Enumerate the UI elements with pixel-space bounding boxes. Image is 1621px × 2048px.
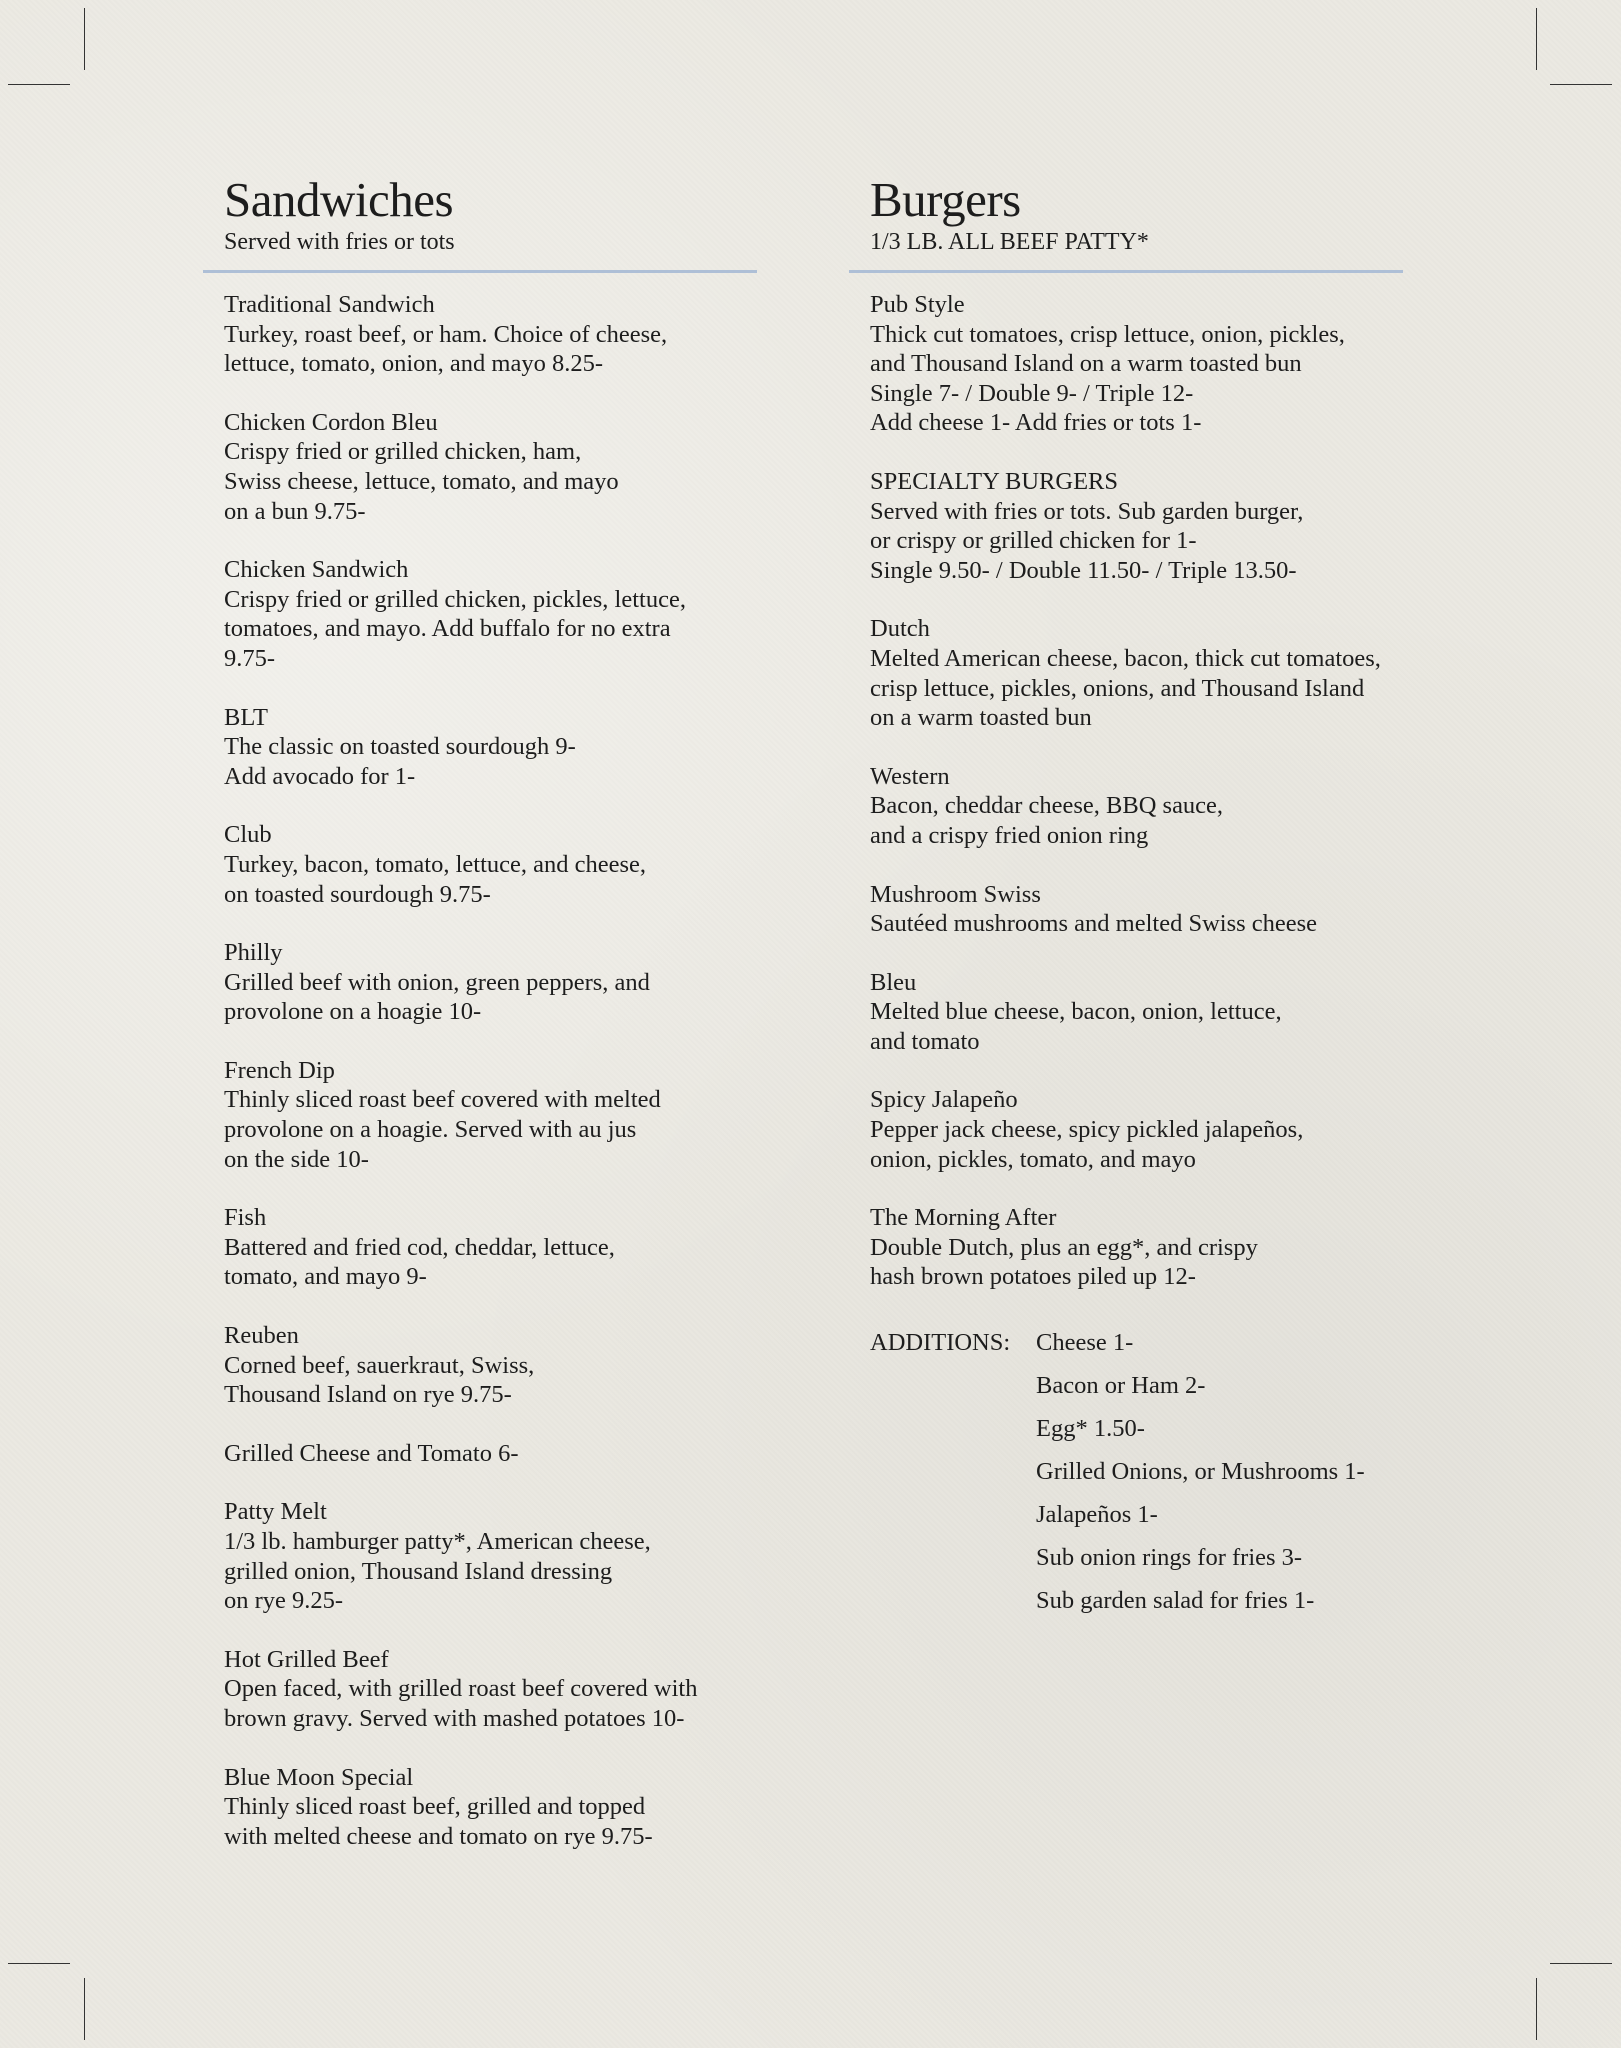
- crop-mark: [84, 1978, 85, 2040]
- menu-item-name: Bleu: [870, 968, 917, 996]
- addition-item: Sub garden salad for fries 1-: [1036, 1587, 1315, 1615]
- menu-item-name: Pub Style: [870, 291, 965, 318]
- addition-item: Grilled Onions, or Mushrooms 1-: [1036, 1458, 1365, 1486]
- menu-item-name: Grilled Cheese and Tomato 6-: [224, 1439, 519, 1467]
- menu-item-description-line: Single 9.50- / Double 11.50- / Triple 13.50-: [870, 556, 1297, 584]
- menu-item-name: Dutch: [870, 615, 930, 643]
- menu-item-name: Chicken Sandwich: [224, 556, 409, 584]
- menu-item-description-line: Served with fries or tots. Sub garden burger,: [870, 497, 1304, 525]
- menu-item-description-line: on rye 9.25-: [224, 1587, 344, 1615]
- crop-mark: [1550, 1963, 1612, 1964]
- menu-item-description-line: 9.75-: [224, 644, 276, 672]
- menu-item-description-line: Open faced, with grilled roast beef covered with: [224, 1675, 698, 1703]
- sandwiches-item-chicken-sandwich: [224, 555, 764, 673]
- menu-item-name: French Dip: [224, 1056, 335, 1084]
- addition-item: Egg* 1.50-: [1036, 1415, 1145, 1443]
- menu-item-name: Patty Melt: [224, 1498, 327, 1526]
- menu-item-description-line: Double Dutch, plus an egg*, and crispy: [870, 1233, 1258, 1261]
- sandwiches-item-grilled-cheese-and-tomato-6: [224, 1439, 764, 1469]
- crop-mark: [84, 8, 85, 70]
- menu-item-description-line: on toasted sourdough 9.75-: [224, 880, 491, 908]
- sandwiches-divider: [203, 270, 757, 273]
- crop-mark: [1536, 8, 1537, 70]
- menu-item-description-line: Add cheese 1- Add fries or tots 1-: [870, 409, 1202, 437]
- menu-item-description-line: Battered and fried cod, cheddar, lettuce,: [224, 1233, 615, 1261]
- burgers-divider: [849, 270, 1403, 273]
- menu-item-description-line: onion, pickles, tomato, and mayo: [870, 1145, 1196, 1173]
- sandwiches-item-patty-melt: [224, 1497, 764, 1615]
- menu-item-name: SPECIALTY BURGERS: [870, 467, 1119, 495]
- menu-item-description-line: and a crispy fried onion ring: [870, 821, 1149, 849]
- burgers-item-specialty-burgers: [870, 467, 1430, 585]
- burgers-title: Burgers: [870, 172, 1021, 227]
- sandwiches-subtitle: Served with fries or tots: [224, 229, 455, 255]
- additions-label: ADDITIONS:: [870, 1329, 1011, 1357]
- burgers-item-mushroom-swiss: [870, 880, 1430, 939]
- menu-item-description-line: Crispy fried or grilled chicken, ham,: [224, 438, 582, 466]
- menu-item-description-line: tomato, and mayo 9-: [224, 1263, 427, 1291]
- menu-item-description-line: Thick cut tomatoes, crisp lettuce, onion, pickles,: [870, 320, 1345, 348]
- burgers-subtitle: 1/3 LB. ALL BEEF PATTY*: [870, 229, 1149, 255]
- sandwiches-list: [224, 290, 764, 1880]
- menu-item-description-line: brown gravy. Served with mashed potatoes 10-: [224, 1704, 685, 1732]
- menu-item-description-line: or crispy or grilled chicken for 1-: [870, 527, 1197, 555]
- menu-item-name: The Morning After: [870, 1204, 1057, 1232]
- menu-item-description-line: Pepper jack cheese, spicy pickled jalapeños,: [870, 1116, 1304, 1144]
- burgers-item-dutch: [870, 614, 1430, 732]
- menu-item-description-line: Add avocado for 1-: [224, 762, 416, 790]
- addition-item: Sub onion rings for fries 3-: [1036, 1544, 1303, 1572]
- menu-item-description-line: grilled onion, Thousand Island dressing: [224, 1557, 613, 1585]
- burgers-item-bleu: [870, 968, 1430, 1057]
- menu-item-name: Western: [870, 762, 950, 790]
- sandwiches-item-chicken-cordon-bleu: [224, 408, 764, 526]
- additions-list: [870, 1321, 1430, 1622]
- burgers-list: [870, 290, 1430, 1622]
- menu-item-name: Chicken Cordon Bleu: [224, 408, 438, 436]
- menu-item-description-line: Melted blue cheese, bacon, onion, lettuce,: [870, 998, 1282, 1026]
- menu-item-description-line: hash brown potatoes piled up 12-: [870, 1263, 1196, 1291]
- sandwiches-item-club: [224, 820, 764, 909]
- menu-item-name: Mushroom Swiss: [870, 880, 1041, 908]
- menu-item-description-line: Single 7- / Double 9- / Triple 12-: [870, 379, 1194, 407]
- menu-item-description-line: provolone on a hoagie. Served with au jus: [224, 1116, 637, 1144]
- burgers-item-pub-style: [870, 290, 1430, 438]
- menu-item-description-line: Thinly sliced roast beef, grilled and topped: [224, 1793, 646, 1821]
- menu-item-description-line: with melted cheese and tomato on rye 9.75-: [224, 1822, 653, 1850]
- sandwiches-item-reuben: [224, 1321, 764, 1410]
- sandwiches-item-french-dip: [224, 1056, 764, 1174]
- sandwiches-item-blt: [224, 703, 764, 792]
- crop-mark: [1550, 84, 1612, 85]
- burgers-item-spicy-jalape-o: [870, 1085, 1430, 1174]
- menu-item-name: Fish: [224, 1204, 267, 1232]
- menu-item-name: BLT: [224, 703, 269, 731]
- sandwiches-item-hot-grilled-beef: [224, 1645, 764, 1734]
- menu-item-description-line: 1/3 lb. hamburger patty*, American cheese,: [224, 1528, 651, 1555]
- menu-item-description-line: Bacon, cheddar cheese, BBQ sauce,: [870, 792, 1224, 820]
- menu-item-description-line: Sautéed mushrooms and melted Swiss cheese: [870, 910, 1318, 938]
- additions-block: [870, 1321, 1430, 1622]
- menu-item-name: Reuben: [224, 1322, 299, 1350]
- sandwiches-item-philly: [224, 938, 764, 1027]
- crop-mark: [8, 1963, 70, 1964]
- menu-item-description-line: Crispy fried or grilled chicken, pickles, lettuce,: [224, 585, 686, 613]
- menu-item-description-line: Turkey, bacon, tomato, lettuce, and cheese,: [224, 850, 647, 878]
- menu-item-name: Club: [224, 821, 272, 849]
- menu-item-name: Spicy Jalapeño: [870, 1086, 1018, 1114]
- sandwiches-section: [224, 172, 764, 1850]
- crop-mark: [1536, 1978, 1537, 2040]
- burgers-section: [870, 172, 1430, 1615]
- addition-item: Jalapeños 1-: [1036, 1501, 1158, 1529]
- sandwiches-item-blue-moon-special: [224, 1763, 764, 1852]
- menu-item-description-line: on a warm toasted bun: [870, 704, 1092, 732]
- sandwiches-item-fish: [224, 1203, 764, 1292]
- burgers-item-western: [870, 762, 1430, 851]
- menu-item-description-line: Turkey, roast beef, or ham. Choice of cheese,: [224, 320, 668, 348]
- sandwiches-title: Sandwiches: [224, 172, 454, 227]
- menu-item-name: Hot Grilled Beef: [224, 1645, 389, 1673]
- menu-item-description-line: on a bun 9.75-: [224, 497, 366, 525]
- menu-item-description-line: Thinly sliced roast beef covered with melted: [224, 1086, 661, 1114]
- crop-mark: [8, 84, 70, 85]
- menu-item-name: Blue Moon Special: [224, 1763, 414, 1791]
- menu-item-name: Traditional Sandwich: [224, 291, 435, 318]
- menu-item-description-line: and Thousand Island on a warm toasted bun: [870, 350, 1302, 378]
- menu-item-name: Philly: [224, 939, 283, 967]
- menu-item-description-line: tomatoes, and mayo. Add buffalo for no extra: [224, 615, 671, 643]
- menu-item-description-line: The classic on toasted sourdough 9-: [224, 733, 576, 761]
- sandwiches-item-traditional-sandwich: [224, 290, 764, 379]
- menu-item-description-line: and tomato: [870, 1027, 980, 1055]
- menu-item-description-line: on the side 10-: [224, 1145, 369, 1173]
- addition-item: Bacon or Ham 2-: [1036, 1372, 1206, 1400]
- menu-item-description-line: provolone on a hoagie 10-: [224, 998, 482, 1026]
- menu-item-description-line: Melted American cheese, bacon, thick cut tomatoes,: [870, 644, 1381, 672]
- menu-item-description-line: Grilled beef with onion, green peppers, and: [224, 968, 650, 996]
- menu-item-description-line: Thousand Island on rye 9.75-: [224, 1381, 512, 1409]
- menu-item-description-line: Swiss cheese, lettuce, tomato, and mayo: [224, 467, 619, 495]
- menu-item-description-line: lettuce, tomato, onion, and mayo 8.25-: [224, 350, 603, 378]
- addition-item: Cheese 1-: [1036, 1329, 1134, 1357]
- burgers-item-the-morning-after: [870, 1203, 1430, 1292]
- menu-item-description-line: crisp lettuce, pickles, onions, and Thousand Island: [870, 674, 1365, 702]
- menu-item-description-line: Corned beef, sauerkraut, Swiss,: [224, 1351, 535, 1379]
